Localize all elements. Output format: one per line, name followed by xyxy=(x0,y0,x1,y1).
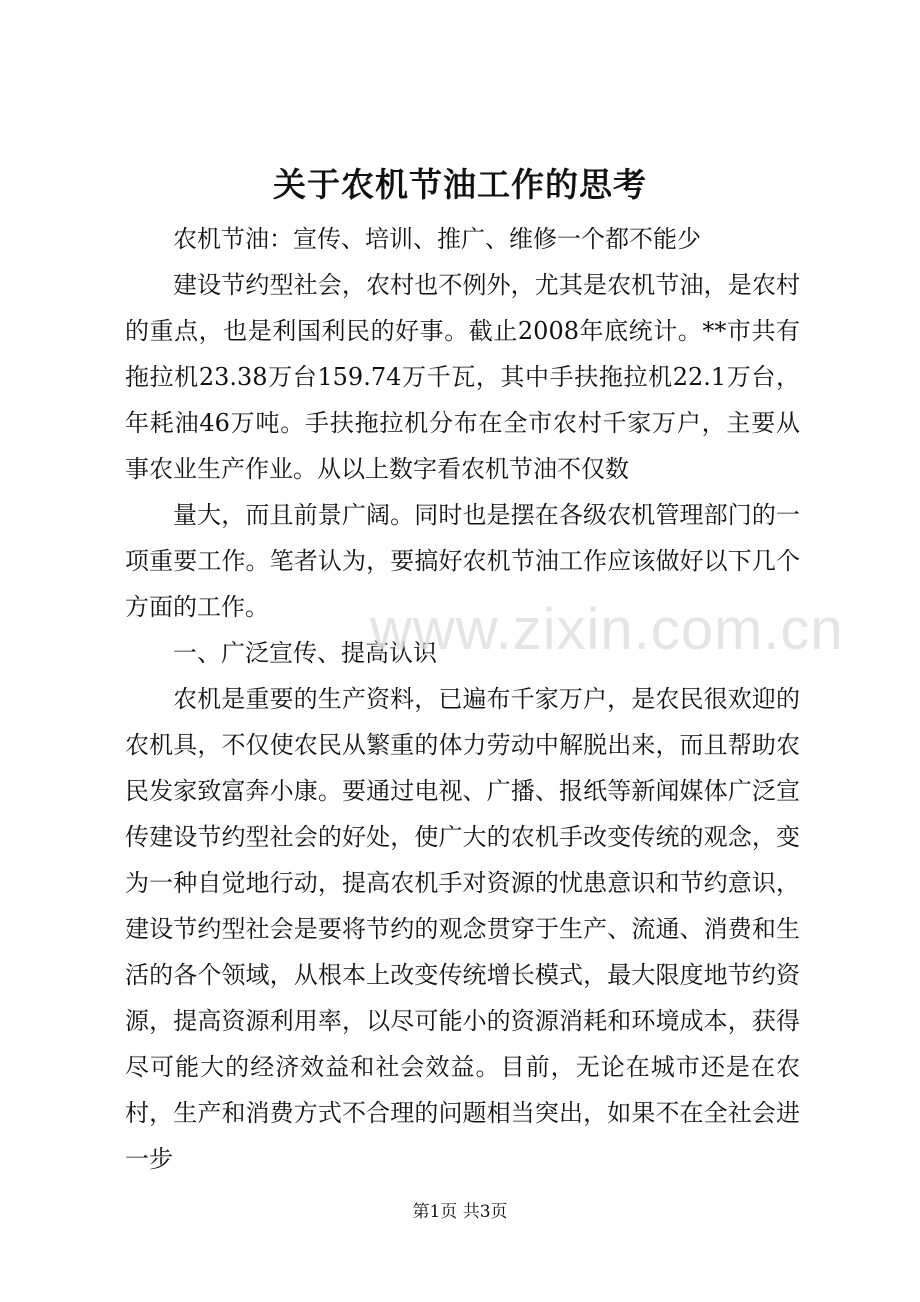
page-footer: 第1页 共3页 xyxy=(412,1202,508,1222)
body-paragraph: 量大，而且前景广阔。同时也是摆在各级农机管理部门的一项重要工作。笔者认为，要搞好农机节油工作应该做好以下几个方面的工作。 xyxy=(125,501,800,621)
document-title: 关于农机节油工作的思考 xyxy=(273,165,647,204)
section-heading: 一、广泛宣传、提高认识 xyxy=(173,639,437,667)
watermark: www.zixin.com.cn xyxy=(370,597,844,662)
body-paragraph: 农机是重要的生产资料，已遍布千家万户，是农民很欢迎的农机具，不仅使农民从繁重的体力劳动中解脱出来，而且帮助农民发家致富奔小康。要通过电视、广播、报纸等新闻媒体广泛宣传建设节约型社会的好处，使广大的农机手改变传统的观念，变为一种自觉地行动，提高农机手对资源的忧患意识和节约意识，建设节约型社会是要将节约的观念贯穿于生产、流通、消费和生活的各个领域，从根本上改变传统增长模式，最大限度地节约资源，提高资源利用率，以尽可能小的资源消耗和环境成本，获得尽可能大的经济效益和社会效益。目前，无论在城市还是在农村，生产和消费方式不合理的问题相当突出，如果不在全社会进一步 xyxy=(125,685,800,1173)
subtitle-paragraph: 农机节油：宣传、培训、推广、维修一个都不能少 xyxy=(173,225,701,253)
body-paragraph: 建设节约型社会，农村也不例外，尤其是农机节油，是农村的重点，也是利国利民的好事。截止2008年底统计。**市共有拖拉机23.38万台159.74万千瓦，其中手扶拖拉机22.1万台，年耗油46万吨。手扶拖拉机分布在全市农村千家万户，主要从事农业生产作业。从以上数字看农机节油不仅数 xyxy=(125,271,800,483)
document-body xyxy=(125,216,800,1182)
